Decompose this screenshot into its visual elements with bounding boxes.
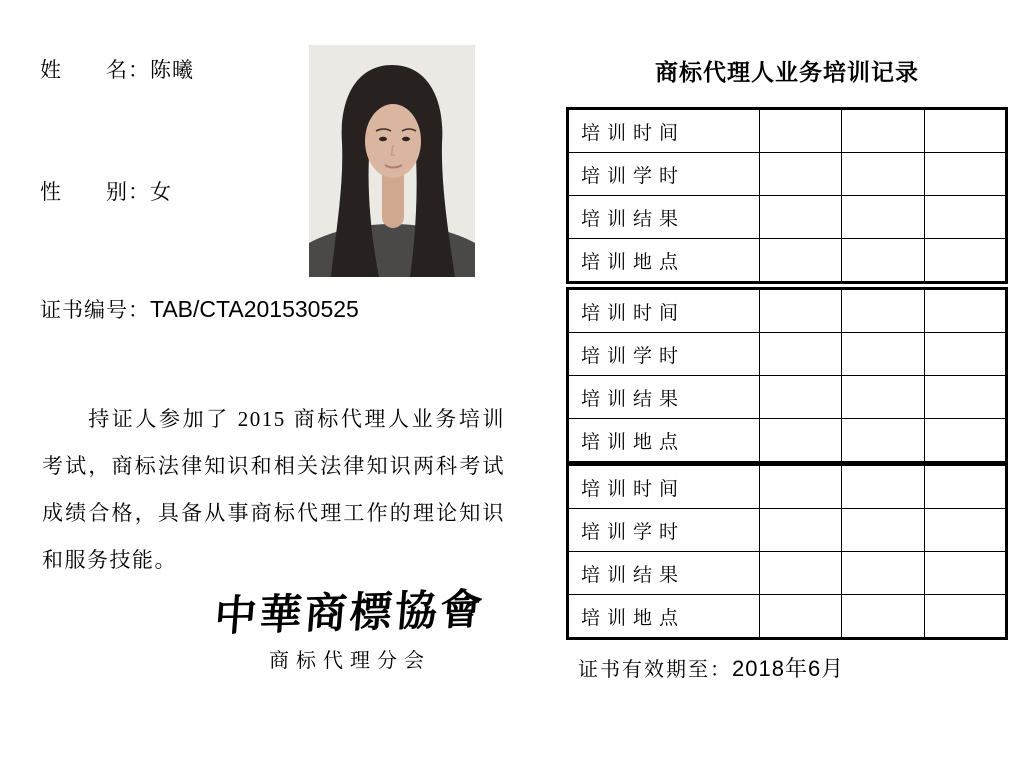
row-label-cell: 培训结果 [568, 552, 760, 595]
empty-record-cell [924, 153, 1006, 196]
certificate-number-label: 证书编号： [40, 298, 150, 322]
empty-record-cell [760, 289, 842, 333]
empty-record-cell [760, 153, 842, 196]
table-row [568, 153, 1007, 196]
row-label-cell: 培训地点 [568, 239, 760, 283]
table-row [568, 196, 1007, 239]
empty-record-cell [924, 239, 1006, 283]
name-value: 陈曦 [150, 58, 194, 82]
empty-record-cell [924, 595, 1006, 639]
empty-record-cell [842, 552, 924, 595]
empty-record-cell [842, 465, 924, 509]
row-label-cell: 培训地点 [568, 419, 760, 463]
empty-record-cell [842, 289, 924, 333]
training-record-table-2 [566, 287, 1008, 464]
table-row [568, 333, 1007, 376]
training-record-title: 商标代理人业务培训记录 [655, 60, 919, 85]
left-eye [379, 137, 387, 141]
row-label-cell: 培训结果 [568, 196, 760, 239]
training-record-table-1 [566, 107, 1008, 284]
empty-record-cell [842, 196, 924, 239]
row-label-cell: 培训学时 [568, 153, 760, 196]
table-row [568, 289, 1007, 333]
empty-record-cell [842, 153, 924, 196]
row-label-cell: 培训地点 [568, 595, 760, 639]
certificate-number-line [40, 294, 359, 324]
empty-record-cell [924, 419, 1006, 463]
issuer-calligraphy-signature: 中華商標協會 [212, 587, 487, 641]
validity-value: 2018年6月 [732, 656, 845, 681]
empty-record-cell [924, 333, 1006, 376]
empty-record-cell [924, 465, 1006, 509]
empty-record-cell [924, 509, 1006, 552]
empty-record-cell [760, 419, 842, 463]
empty-record-cell [842, 595, 924, 639]
row-label-cell: 培训学时 [568, 333, 760, 376]
empty-record-cell [924, 109, 1006, 153]
table-row [568, 419, 1007, 463]
empty-record-cell [760, 552, 842, 595]
issuer-seal-block [150, 580, 550, 673]
gender-line [40, 176, 172, 206]
validity-label: 证书有效期至： [578, 659, 732, 681]
empty-record-cell [924, 552, 1006, 595]
table-row [568, 552, 1007, 595]
table-row [568, 239, 1007, 283]
neck-shape [382, 171, 404, 228]
empty-record-cell [760, 333, 842, 376]
empty-record-cell [924, 196, 1006, 239]
empty-record-cell [842, 509, 924, 552]
row-label-cell: 培训结果 [568, 376, 760, 419]
empty-record-cell [842, 376, 924, 419]
gender-label: 性 别： [40, 180, 150, 204]
table-row [568, 595, 1007, 639]
empty-record-cell [924, 289, 1006, 333]
row-label-cell: 培训学时 [568, 509, 760, 552]
row-label-cell: 培训时间 [568, 465, 760, 509]
training-record-table-3 [566, 463, 1008, 640]
row-label-cell: 培训时间 [568, 289, 760, 333]
table-row [568, 509, 1007, 552]
empty-record-cell [924, 376, 1006, 419]
empty-record-cell [842, 109, 924, 153]
empty-record-cell [760, 109, 842, 153]
empty-record-cell [760, 196, 842, 239]
portrait-illustration [309, 45, 475, 277]
issuer-branch-name: 商标代理分会 [269, 650, 431, 672]
empty-record-cell [760, 509, 842, 552]
gender-value: 女 [150, 180, 172, 204]
empty-record-cell [760, 595, 842, 639]
table-row [568, 465, 1007, 509]
name-label: 姓 名： [40, 58, 150, 82]
empty-record-cell [842, 333, 924, 376]
empty-record-cell [842, 239, 924, 283]
table-row [568, 109, 1007, 153]
table-row [568, 376, 1007, 419]
row-label-cell: 培训时间 [568, 109, 760, 153]
validity-line [578, 652, 844, 683]
certification-statement: 持证人参加了 2015 商标代理人业务培训考试，商标法律知识和相关法律知识两科考试成绩合格，具备从事商标代理工作的理论知识和服务技能。 [42, 407, 505, 572]
certificate-number-value: TAB/CTA201530525 [150, 296, 359, 322]
name-line [40, 54, 194, 84]
right-eye [402, 137, 410, 141]
empty-record-cell [760, 376, 842, 419]
empty-record-cell [760, 239, 842, 283]
holder-portrait-photo [309, 45, 475, 277]
empty-record-cell [760, 465, 842, 509]
empty-record-cell [842, 419, 924, 463]
